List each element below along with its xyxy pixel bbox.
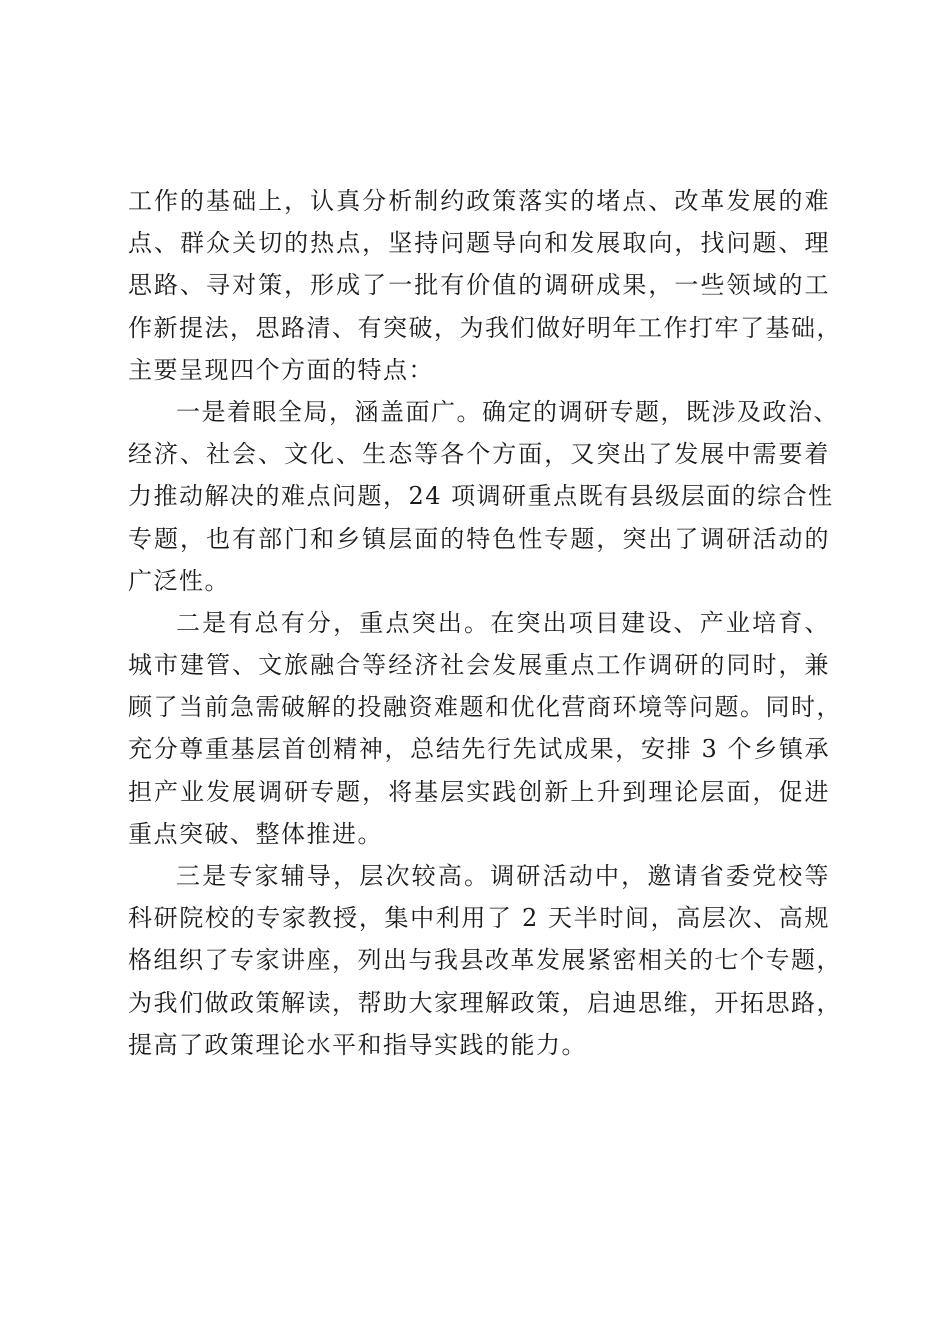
body-text: [128, 180, 842, 1066]
text-line: 思路、寻对策，形成了一批有价值的调研成果，一些领域的工: [128, 271, 830, 300]
text-line: 提高了政策理论水平和指导实践的能力。: [128, 1030, 587, 1059]
text-line: 主要呈现四个方面的特点：: [128, 355, 434, 384]
text-line: 重点突破、整体推进。: [128, 819, 383, 848]
text-line: 顾了当前急需破解的投融资难题和优化营商环境等问题。同时，: [128, 693, 842, 722]
text-line: 工作的基础上，认真分析制约政策落实的堵点、改革发展的难: [128, 187, 830, 215]
text-line: 专题，也有部门和乡镇层面的特色性专题，突出了调研活动的: [128, 524, 830, 553]
text-line: 点、群众关切的热点，坚持问题导向和发展取向，找问题、理: [128, 229, 830, 258]
text-line: 充分尊重基层首创精神，总结先行先试成果，安排 3 个乡镇承: [128, 735, 830, 764]
text-line: 一是着眼全局，涵盖面广。确定的调研专题，既涉及政治、: [176, 397, 839, 426]
text-line: 三是专家辅导，层次较高。调研活动中，邀请省委党校等: [176, 862, 830, 890]
text-line: 广泛性。: [128, 566, 230, 595]
text-line: 科研院校的专家教授，集中利用了 2 天半时间，高层次、高规: [128, 904, 830, 933]
text-line: 二是有总有分，重点突出。在突出项目建设、产业培育、: [176, 608, 830, 637]
text-line: 为我们做政策解读，帮助大家理解政策，启迪思维，开拓思路，: [128, 988, 842, 1017]
text-line: 担产业发展调研专题，将基层实践创新上升到理论层面，促进: [128, 777, 830, 806]
text-line: 作新提法，思路清、有突破，为我们做好明年工作打牢了基础，: [128, 313, 842, 342]
text-line: 力推动解决的难点问题，24 项调研重点既有县级层面的综合性: [128, 482, 834, 511]
text-line: 城市建管、文旅融合等经济社会发展重点工作调研的同时，兼: [128, 651, 830, 680]
text-line: 格组织了专家讲座，列出与我县改革发展紧密相关的七个专题，: [128, 946, 842, 975]
text-line: 经济、社会、文化、生态等各个方面，又突出了发展中需要着: [128, 440, 830, 469]
